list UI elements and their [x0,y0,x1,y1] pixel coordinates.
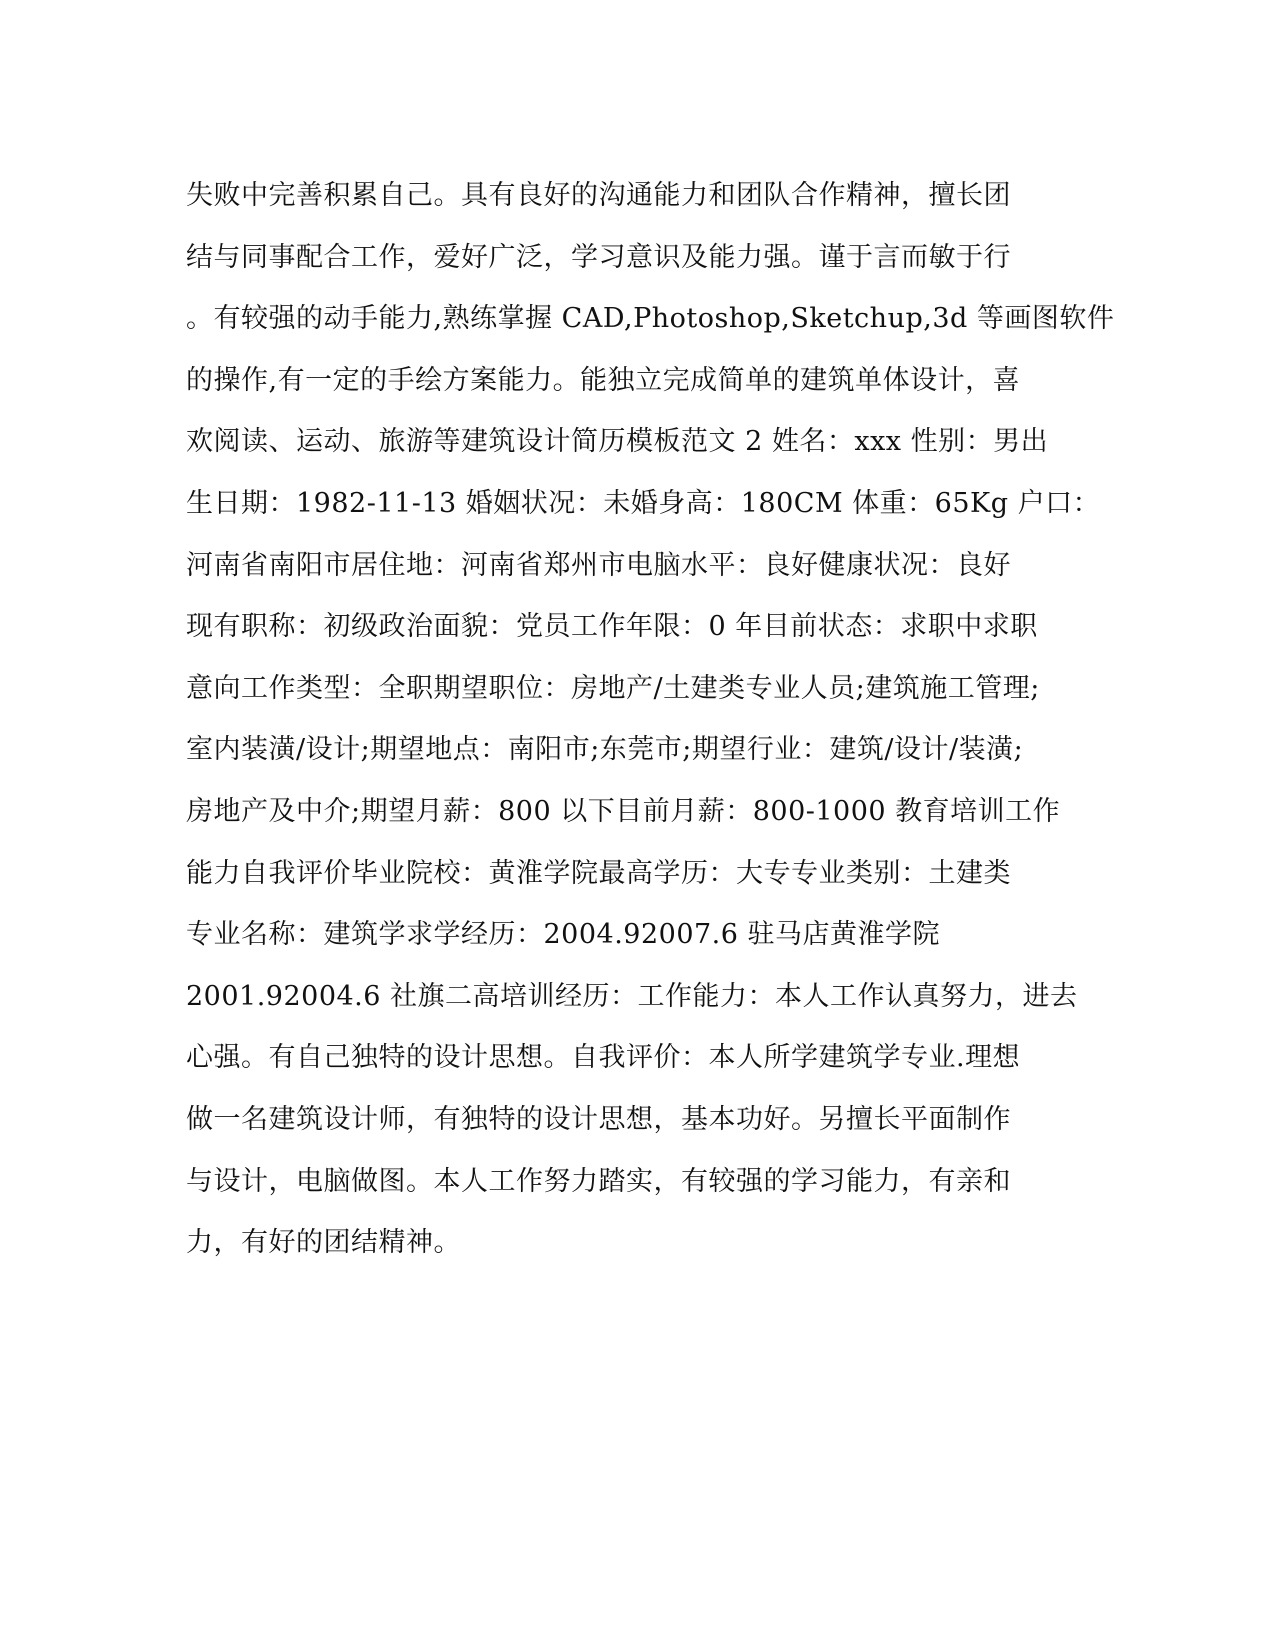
text-line: 房地产及中介;期望月薪：800 以下目前月薪：800-1000 教育培训工作 [186,795,1061,827]
text-line: 做一名建筑设计师，有独特的设计思想，基本功好。另擅长平面制作 [186,1103,1011,1135]
text-line: 与设计，电脑做图。本人工作努力踏实，有较强的学习能力，有亲和 [186,1165,1011,1197]
text-line: 能力自我评价毕业院校：黄淮学院最高学历：大专专业类别：土建类 [186,857,1011,889]
text-line: 力，有好的团结精神。 [186,1227,461,1259]
text-line: 。有较强的动手能力,熟练掌握 CAD,Photoshop,Sketchup,3d 等画图软件 [186,303,1115,335]
text-line: 现有职称：初级政治面貌：党员工作年限：0 年目前状态：求职中求职 [186,611,1038,643]
text-line: 欢阅读、运动、旅游等建筑设计简历模板范文 2 姓名：xxx 性别：男出 [186,426,1049,458]
text-line: 河南省南阳市居住地：河南省郑州市电脑水平：良好健康状况：良好 [186,549,1011,581]
body-text [186,165,1115,1274]
text-line: 失败中完善积累自己。具有良好的沟通能力和团队合作精神，擅长团 [186,180,1011,211]
text-line: 的操作,有一定的手绘方案能力。能独立完成简单的建筑单体设计，喜 [186,364,1021,396]
text-line: 意向工作类型：全职期望职位：房地产/土建类专业人员;建筑施工管理; [186,672,1040,704]
text-line: 结与同事配合工作，爱好广泛，学习意识及能力强。谨于言而敏于行 [186,241,1011,273]
text-line: 生日期：1982-11-13 婚姻状况：未婚身高：180CM 体重：65Kg 户口： [186,487,1101,519]
text-line: 心强。有自己独特的设计思想。自我评价：本人所学建筑学专业.理想 [186,1042,1021,1074]
text-line: 专业名称：建筑学求学经历：2004.92007.6 驻马店黄淮学院 [186,919,941,951]
text-line: 室内装潢/设计;期望地点：南阳市;东莞市;期望行业：建筑/设计/装潢; [186,734,1024,766]
text-line: 2001.92004.6 社旗二高培训经历：工作能力：本人工作认真努力，进去 [186,980,1078,1012]
